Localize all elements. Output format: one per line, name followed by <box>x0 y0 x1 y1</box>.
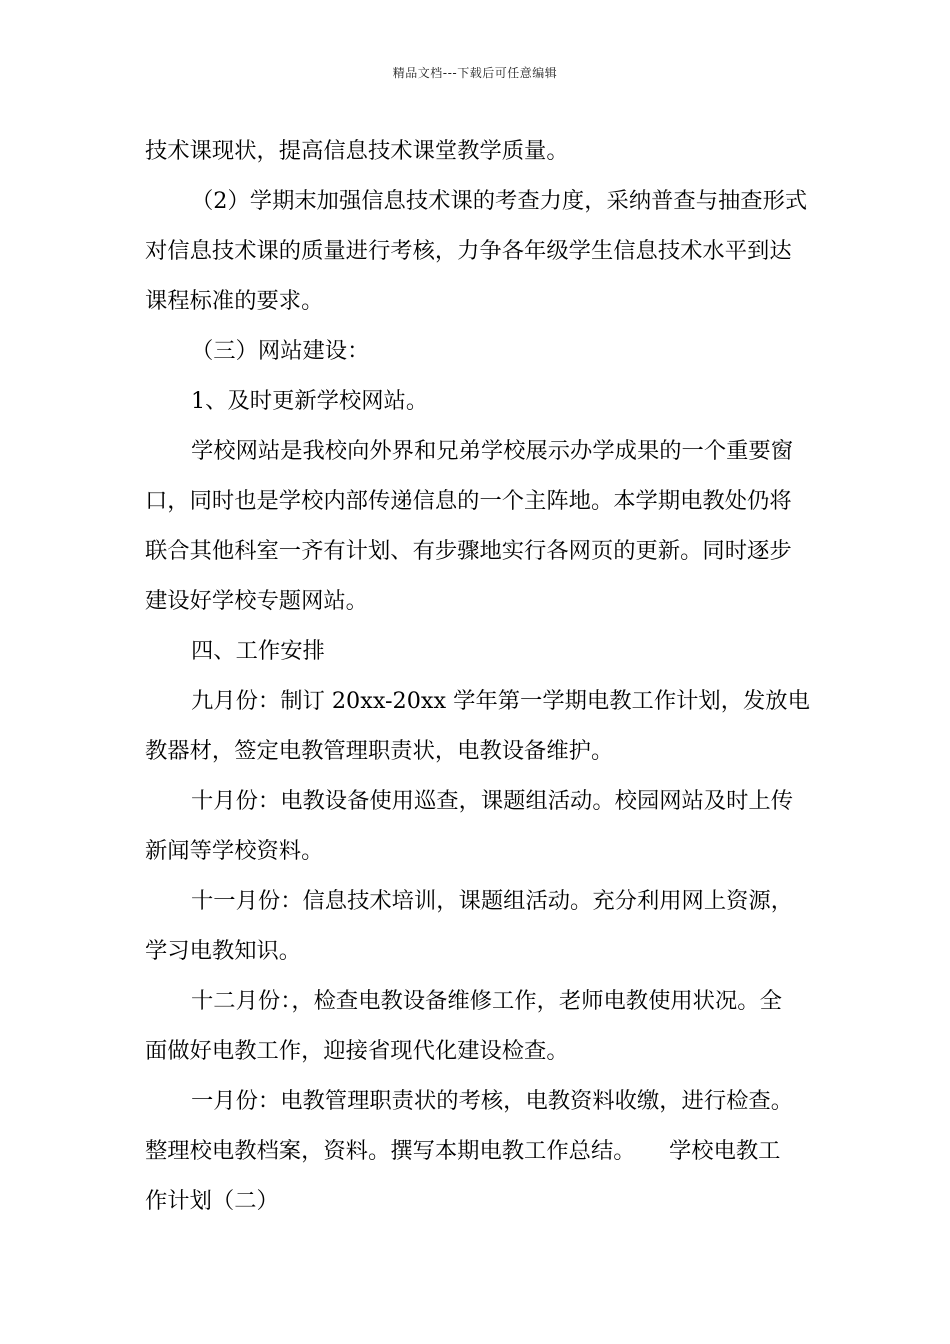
section-heading-schedule <box>145 626 815 676</box>
section-heading-website <box>145 326 815 376</box>
text-line: 十月份：电教设备使用巡查，课题组活动。校园网站及时上传 <box>191 788 794 814</box>
subheading-update-website <box>145 376 815 426</box>
text-line: 学校网站是我校向外界和兄弟学校展示办学成果的一个重要窗 <box>191 438 794 464</box>
text-line: 技术课现状，提高信息技术课堂教学质量。 <box>145 138 569 164</box>
document-body <box>145 126 815 1226</box>
paragraph-continuation <box>145 126 815 176</box>
text-line: 课程标准的要求。 <box>145 288 324 314</box>
paragraph-january <box>145 1076 815 1226</box>
paragraph-exam-strength <box>145 176 815 326</box>
text-line: 口，同时也是学校内部传递信息的一个主阵地。本学期电教处仍将 <box>145 488 792 514</box>
text-line: 一月份：电教管理职责状的考核，电教资料收缴，进行检查。 <box>191 1088 794 1114</box>
paragraph-november <box>145 876 815 976</box>
text-line: 四、工作安排 <box>191 638 325 664</box>
text-line: 十二月份：，检查电教设备维修工作，老师电教使用状况。全 <box>191 988 782 1014</box>
paragraph-october <box>145 776 815 876</box>
page-header: 精品文档---下载后可任意编辑 <box>392 66 558 80</box>
text-line: 九月份：制订 20xx-20xx 学年第一学期电教工作计划，发放电 <box>191 688 810 714</box>
text-line: 面做好电教工作，迎接省现代化建设检查。 <box>145 1038 569 1064</box>
text-line: 教器材，签定电教管理职责状，电教设备维护。 <box>145 738 614 764</box>
paragraph-december <box>145 976 815 1076</box>
paragraph-september <box>145 676 815 776</box>
text-line: 新闻等学校资料。 <box>145 838 324 864</box>
text-line: 对信息技术课的质量进行考核，力争各年级学生信息技术水平到达 <box>145 238 792 264</box>
text-line: 作计划（二） <box>145 1188 279 1214</box>
text-line: （三）网站建设： <box>191 338 370 364</box>
text-line: 学习电教知识。 <box>145 938 302 964</box>
text-line: （2）学期末加强信息技术课的考查力度，采纳普查与抽查形式 <box>191 188 808 214</box>
text-line: 建设好学校专题网站。 <box>145 588 368 614</box>
text-line: 1、及时更新学校网站。 <box>191 388 429 414</box>
text-line: 整理校电教档案，资料。撰写本期电教工作总结。 学校电教工 <box>145 1138 781 1164</box>
text-line: 联合其他科室一齐有计划、有步骤地实行各网页的更新。同时逐步 <box>145 538 792 564</box>
text-line: 十一月份：信息技术培训，课题组活动。充分利用网上资源， <box>191 888 794 914</box>
paragraph-website-role <box>145 426 815 626</box>
